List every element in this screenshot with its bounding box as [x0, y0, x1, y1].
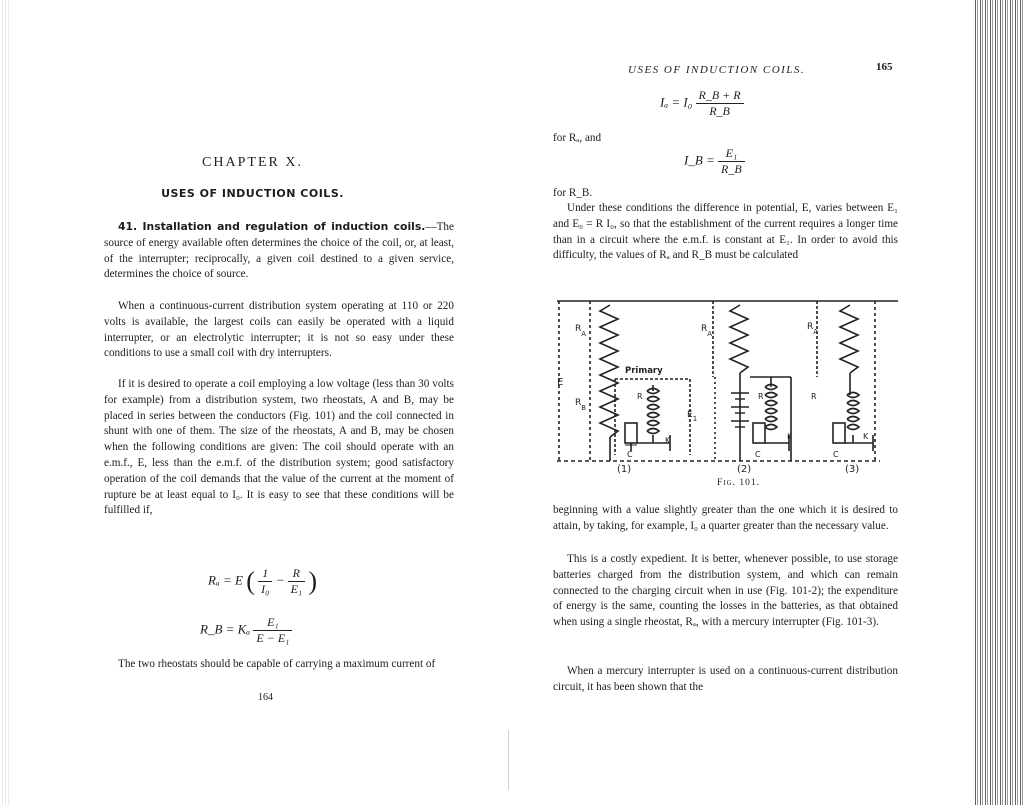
equation-ib [684, 146, 745, 177]
equation-ra [208, 566, 317, 597]
fraction-numerator: E₁ [718, 146, 745, 162]
minus-sign: − [275, 572, 285, 588]
paragraph-1 [104, 219, 454, 283]
fraction-rb-plus-r-over-rb [696, 88, 744, 119]
figure-101-circuit-diagram [555, 295, 900, 475]
page-number-right: 165 [876, 61, 893, 73]
coil-1 [625, 385, 670, 451]
resistor-ra3-zigzag [840, 305, 858, 373]
equation-ia-lhs: Iₐ = I₀ [660, 94, 693, 110]
fraction-numerator: E₁ [253, 615, 292, 631]
running-head: USES OF INDUCTION COILS. [628, 64, 806, 76]
equation-ra-lhs: Rₐ = E [208, 572, 243, 588]
paragraph-2: When a continuous-current distribution system operating at 110 or 220 volts is available, the largest coils can easily be operated with a liquid interrupter, or an electrolytic interrupter; it is not so easy under these conditions to use a small coil with dry interrupters. [104, 300, 454, 360]
label-e: E [557, 377, 564, 388]
coil-2 [750, 377, 791, 461]
equation-rb [200, 615, 292, 646]
fraction-e1-over-rb [718, 146, 745, 177]
fraction-numerator: R_B + R [696, 88, 744, 104]
resistor-ra1-zigzag [600, 305, 618, 437]
paragraph-6: beginning with a value slightly greater than the one which it is desired to attain, by taking, for example, I₀ a quarter greater than the necessary value. [553, 504, 898, 532]
paragraph-3: If it is desired to operate a coil employing a low voltage (less than 30 volts for example) from a distribution system, two rheostats, A and B, may be placed in series between the conductors (Fig. 101) and the coil connected in shunt with one of them. The size of the rheostats, A and B, may be chosen when the following conditions are given: The coil should operate with an e.m.f., E, less than the e.m.f. of the distribution system; good satisfactory operation of the coil demands that the value of the current at the moment of rupture be at least equal to I₀. It is easy to see that these conditions will be fulfilled if, [104, 378, 454, 517]
label-r-coil1: R [637, 392, 643, 401]
paragraph-1-body: —The source of energy available often determines the choice of the coil, or, at least, of the interrupter; reciprocally, a given coil destined to a given service, determines the choice of source. [104, 221, 454, 281]
label-k-2: K [787, 432, 793, 441]
fraction-denominator: I₀ [261, 582, 270, 596]
label-rb-1: $R_B$ [575, 398, 587, 412]
paren-open: ( [246, 566, 255, 596]
label-ra-3: $R_A$ [807, 322, 819, 336]
label-k-1: K [665, 436, 671, 445]
fraction-denominator: E₁ [290, 582, 303, 596]
fraction-numerator: R [288, 566, 306, 582]
equation-rb-lhs: R_B = Kₐ [200, 621, 251, 637]
label-circuit-2: (2) [737, 464, 752, 475]
label-r-coil2: R [758, 392, 764, 401]
label-circuit-1: (1) [617, 464, 632, 475]
label-ra-1: $R_A$ [575, 324, 587, 338]
label-c-1: C [627, 450, 633, 459]
fraction-denominator: E − E₁ [256, 631, 290, 645]
fraction-denominator: R_B [721, 162, 742, 176]
paragraph-5: Under these conditions the difference in potential, E, varies between E₁ and E₀ = R I₀, so that the establishment of the current requires a longer time than in a circuit where the e.m.f. is constant at E₁. In order to avoid this difficulty, the values of Rₐ and R_B must be calculated [553, 202, 898, 262]
equation-ia [660, 88, 744, 119]
paragraph-1-lead: 41. Installation and regulation of induction coils. [118, 220, 426, 233]
fraction-r-over-e1 [288, 566, 306, 597]
label-k-3: K [863, 432, 869, 441]
label-e1: $E_1$ [687, 410, 698, 423]
page-number-left: 164 [258, 692, 273, 703]
label-c-2: C [755, 450, 761, 459]
paragraph-4: The two rheostats should be capable of carrying a maximum current of [118, 658, 436, 670]
label-circuit-3: (3) [845, 464, 860, 475]
text-for-rb: for R_B. [553, 187, 593, 199]
resistor-ra2-zigzag [730, 305, 748, 373]
coil-3 [833, 393, 873, 452]
chapter-title: CHAPTER X. [202, 155, 303, 170]
fraction-numerator: 1 [258, 566, 272, 582]
paren-close: ) [308, 566, 318, 596]
label-ra-2: $R_A$ [701, 324, 713, 338]
fraction-one-over-i0 [258, 566, 272, 597]
text-for-ra: for Rₐ, and [553, 132, 602, 144]
fraction-denominator: R_B [709, 104, 730, 118]
paragraph-8: When a mercury interrupter is used on a continuous-current distribution circuit, it has been shown that the [553, 665, 898, 693]
label-primary: Primary [625, 366, 663, 376]
label-r-coil3: R [811, 392, 817, 401]
figure-caption: Fig. 101. [717, 478, 761, 488]
fraction-e1-over-e-minus-e1 [253, 615, 292, 646]
section-title: USES OF INDUCTION COILS. [161, 187, 344, 200]
label-c-3: C [833, 450, 839, 459]
equation-ib-lhs: I_B = [684, 152, 715, 168]
paragraph-7: This is a costly expedient. It is better, whenever possible, to use storage batteries charged from the distribution system, and which can remain connected to the charging circuit when in use (Fig. 101-2); the expenditure of energy is the same, counting the losses in the batteries, as that obtained when using a single rheostat, Rₐ, with a mercury interrupter (Fig. 101-3). [553, 553, 898, 629]
